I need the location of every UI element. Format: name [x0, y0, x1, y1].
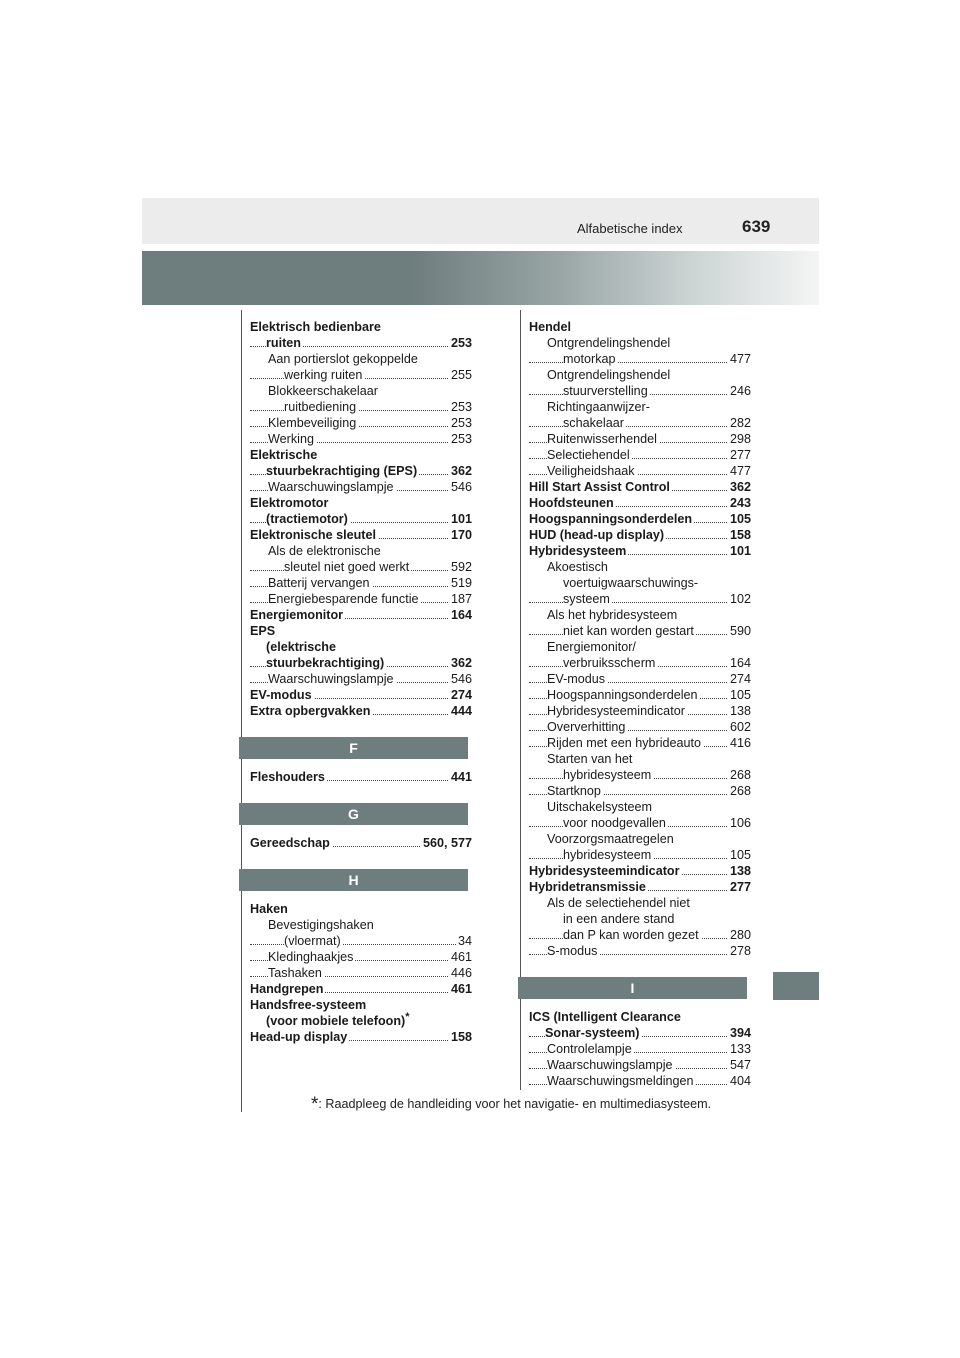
- index-entry: [529, 879, 751, 895]
- index-subentry: [250, 933, 472, 949]
- entry-text: verbruiksscherm: [563, 656, 656, 670]
- entry-text: Hybridetransmissie: [529, 880, 646, 894]
- page-reference: 278: [729, 944, 751, 958]
- page-reference: 416: [729, 736, 751, 750]
- index-subentry: [529, 575, 751, 591]
- section-header-i: I: [518, 977, 747, 999]
- index-entry: [250, 495, 472, 511]
- chapter-side-tab: [773, 972, 819, 1000]
- index-subentry: [529, 911, 751, 927]
- page-reference: 274: [450, 688, 472, 702]
- entry-text: Sonar-systeem): [545, 1026, 640, 1040]
- index-subentry: [529, 671, 751, 687]
- page-reference: 592: [450, 560, 472, 574]
- entry-text: Energiemonitor/: [547, 640, 636, 654]
- index-subentry: [529, 1057, 751, 1073]
- page-reference: 170: [450, 528, 472, 542]
- page-reference: 546: [450, 672, 472, 686]
- index-entry: [529, 1025, 751, 1041]
- entry-text: hybridesysteem: [563, 848, 652, 862]
- index-subentry: [529, 399, 751, 415]
- entry-text: HUD (head-up display): [529, 528, 665, 542]
- index-entry: [529, 495, 751, 511]
- entry-text: niet kan worden gestart: [563, 624, 694, 638]
- index-entry: [250, 639, 472, 655]
- index-entry: [250, 527, 472, 543]
- entry-text: EPS: [250, 624, 276, 638]
- index-subentry: [250, 559, 472, 575]
- index-entry: [250, 769, 472, 785]
- entry-text: Ontgrendelingshendel: [547, 336, 671, 350]
- index-subentry: [529, 639, 751, 655]
- entry-text: ruitbediening: [284, 400, 357, 414]
- page-reference: 255: [450, 368, 472, 382]
- page-reference: 477: [729, 464, 751, 478]
- index-entry: [250, 901, 472, 917]
- index-subentry: [529, 799, 751, 815]
- entry-text: (voor mobiele telefoon): [266, 1014, 406, 1028]
- index-entry: [250, 607, 472, 623]
- index-subentry: [250, 351, 472, 367]
- page-reference: 277: [729, 448, 751, 462]
- index-entry: [529, 543, 751, 559]
- page-reference: 34: [457, 934, 472, 948]
- index-subentry: [529, 687, 751, 703]
- page-reference: 105: [729, 688, 751, 702]
- index-entry: [250, 623, 472, 639]
- page-reference: 280: [729, 928, 751, 942]
- page-reference: 590: [729, 624, 751, 638]
- entry-text: stuurbekrachtiging (EPS): [266, 464, 418, 478]
- page-reference: 253: [450, 400, 472, 414]
- index-entry: [250, 687, 472, 703]
- entry-text: Hendel: [529, 320, 571, 334]
- entry-text: Hoogspanningsonderdelen: [529, 512, 693, 526]
- entry-text: EV-modus: [250, 688, 312, 702]
- index-subentry: [250, 543, 472, 559]
- index-subentry: [529, 591, 751, 607]
- index-subentry: [529, 431, 751, 447]
- page-reference: 546: [450, 480, 472, 494]
- entry-text: Elektrisch bedienbare: [250, 320, 381, 334]
- page-reference: 268: [729, 768, 751, 782]
- index-entry: [529, 863, 751, 879]
- entry-text: (tractiemotor): [266, 512, 348, 526]
- entry-text: stuurverstelling: [563, 384, 648, 398]
- entry-text: (elektrische: [266, 640, 337, 654]
- page-reference: 105: [729, 848, 751, 862]
- entry-text: Klembeveiliging: [268, 416, 357, 430]
- entry-text: Ontgrendelingshendel: [547, 368, 671, 382]
- column-divider: [520, 310, 521, 1090]
- index-subentry: [529, 895, 751, 911]
- entry-text: ruiten: [266, 336, 301, 350]
- page-reference: 277: [729, 880, 751, 894]
- entry-text: Veiligheidshaak: [547, 464, 635, 478]
- index-entry: [529, 527, 751, 543]
- index-entry: [250, 835, 472, 851]
- entry-text: Als de selectiehendel niet: [547, 896, 690, 910]
- section-title: Alfabetische index: [577, 221, 683, 236]
- entry-text: (vloermat): [284, 934, 341, 948]
- page-reference: 164: [450, 608, 472, 622]
- page-reference: 282: [729, 416, 751, 430]
- index-entry: [250, 1029, 472, 1045]
- entry-text: Hoogspanningsonderdelen: [547, 688, 698, 702]
- page-number: 639: [742, 217, 771, 236]
- index-subentry: [529, 463, 751, 479]
- entry-text: Werking: [268, 432, 314, 446]
- page-reference: 602: [729, 720, 751, 734]
- index-entry: [250, 511, 472, 527]
- entry-text: Als het hybridesysteem: [547, 608, 678, 622]
- decorative-gradient-band: [142, 251, 819, 305]
- index-column-left: [250, 319, 472, 1045]
- entry-text: Elektrische: [250, 448, 318, 462]
- entry-text: Haken: [250, 902, 288, 916]
- index-subentry: [250, 965, 472, 981]
- entry-text: Ruitenwisserhendel: [547, 432, 657, 446]
- index-subentry: [529, 831, 751, 847]
- entry-text: Waarschuwingsmeldingen: [547, 1074, 694, 1088]
- entry-text: Energiemonitor: [250, 608, 344, 622]
- page-reference: 246: [729, 384, 751, 398]
- index-subentry: [529, 1041, 751, 1057]
- page-reference: 362: [450, 464, 472, 478]
- entry-text: in een andere stand: [563, 912, 675, 926]
- page-reference: 105: [729, 512, 751, 526]
- entry-text: Handsfree-systeem: [250, 998, 367, 1012]
- index-entry: [250, 997, 472, 1013]
- entry-text: Kledinghaakjes: [268, 950, 354, 964]
- index-subentry: [250, 917, 472, 933]
- index-subentry: [529, 783, 751, 799]
- entry-text: Hybridesysteem: [529, 544, 627, 558]
- index-subentry: [250, 383, 472, 399]
- section-header-h: H: [239, 869, 468, 891]
- entry-text: Gereedschap: [250, 836, 330, 850]
- entry-text: Elektronische sleutel: [250, 528, 376, 542]
- entry-text: Handgrepen: [250, 982, 324, 996]
- entry-text: Energiebesparende functie: [268, 592, 419, 606]
- index-subentry: [529, 719, 751, 735]
- header-band: [142, 198, 819, 244]
- entry-text: Bevestigingshaken: [268, 918, 374, 932]
- entry-text: Als de elektronische: [268, 544, 381, 558]
- page-reference: 441: [450, 770, 472, 784]
- left-margin-rule: [241, 310, 242, 1112]
- index-subentry: [529, 767, 751, 783]
- index-subentry: [529, 383, 751, 399]
- entry-text: Controlelampje: [547, 1042, 632, 1056]
- entry-text: schakelaar: [563, 416, 624, 430]
- entry-text: Blokkeerschakelaar: [268, 384, 378, 398]
- entry-text: Batterij vervangen: [268, 576, 370, 590]
- entry-text: Waarschuwingslampje: [268, 672, 394, 686]
- entry-text: hybridesysteem: [563, 768, 652, 782]
- page-reference: 560, 577: [422, 836, 472, 850]
- entry-text: voor noodgevallen: [563, 816, 666, 830]
- entry-text: ICS (Intelligent Clearance: [529, 1010, 681, 1024]
- page-reference: 404: [729, 1074, 751, 1088]
- entry-text: Elektromotor: [250, 496, 329, 510]
- entry-text: Hybridesysteemindicator: [529, 864, 680, 878]
- page-reference: 164: [729, 656, 751, 670]
- index-entry: [529, 1009, 751, 1025]
- page-reference: 187: [450, 592, 472, 606]
- index-entry: [250, 319, 472, 335]
- index-entry: [529, 479, 751, 495]
- entry-text: systeem: [563, 592, 610, 606]
- entry-text: Uitschakelsysteem: [547, 800, 652, 814]
- page-reference: 268: [729, 784, 751, 798]
- index-subentry: [250, 575, 472, 591]
- index-subentry: [529, 655, 751, 671]
- entry-text: Waarschuwingslampje: [547, 1058, 673, 1072]
- entry-text: sleutel niet goed werkt: [284, 560, 410, 574]
- page-reference: 446: [450, 966, 472, 980]
- index-subentry: [529, 703, 751, 719]
- index-subentry: [250, 367, 472, 383]
- index-subentry: [250, 431, 472, 447]
- page-reference: 461: [450, 982, 472, 996]
- page-reference: 106: [729, 816, 751, 830]
- page-reference: 461: [450, 950, 472, 964]
- entry-text: Oververhitting: [547, 720, 626, 734]
- entry-text: voertuigwaarschuwings-: [563, 576, 699, 590]
- index-subentry: [250, 591, 472, 607]
- page-reference: 253: [450, 336, 472, 350]
- page-reference: 477: [729, 352, 751, 366]
- page-reference: 253: [450, 416, 472, 430]
- entry-text: motorkap: [563, 352, 616, 366]
- index-subentry: [529, 447, 751, 463]
- section-header-f: F: [239, 737, 468, 759]
- entry-text: Fleshouders: [250, 770, 325, 784]
- entry-text: Startknop: [547, 784, 601, 798]
- index-subentry: [250, 479, 472, 495]
- page-reference: 274: [729, 672, 751, 686]
- index-subentry: [529, 335, 751, 351]
- index-subentry: [529, 623, 751, 639]
- entry-text: Hoofdsteunen: [529, 496, 614, 510]
- index-subentry: [529, 735, 751, 751]
- index-subentry: [250, 415, 472, 431]
- entry-text: werking ruiten: [284, 368, 363, 382]
- page-reference: 519: [450, 576, 472, 590]
- entry-text: Akoestisch: [547, 560, 608, 574]
- index-subentry: [529, 607, 751, 623]
- index-column-right: [529, 319, 751, 1089]
- index-entry: [250, 981, 472, 997]
- index-subentry: [250, 949, 472, 965]
- index-entry: [529, 511, 751, 527]
- index-subentry: [529, 1073, 751, 1089]
- entry-text: Voorzorgsmaatregelen: [547, 832, 674, 846]
- page-reference: 101: [450, 512, 472, 526]
- page-reference: 444: [450, 704, 472, 718]
- page-reference: 394: [729, 1026, 751, 1040]
- index-subentry: [529, 847, 751, 863]
- index-subentry: [529, 927, 751, 943]
- index-entry: [529, 319, 751, 335]
- index-subentry: [529, 751, 751, 767]
- entry-text: Extra opbergvakken: [250, 704, 371, 718]
- page-reference: 547: [729, 1058, 751, 1072]
- section-header-g: G: [239, 803, 468, 825]
- page-reference: 133: [729, 1042, 751, 1056]
- page-reference: 253: [450, 432, 472, 446]
- footnote-reference-mark: *: [405, 1010, 410, 1023]
- page-reference: 243: [729, 496, 751, 510]
- index-entry: [250, 1010, 472, 1029]
- page-reference: 298: [729, 432, 751, 446]
- entry-text: dan P kan worden gezet: [563, 928, 699, 942]
- page-reference: 158: [450, 1030, 472, 1044]
- entry-text: Tashaken: [268, 966, 322, 980]
- entry-text: Selectiehendel: [547, 448, 630, 462]
- page-reference: 138: [729, 864, 751, 878]
- index-entry: [250, 703, 472, 719]
- index-subentry: [529, 815, 751, 831]
- index-entry: [250, 335, 472, 351]
- footnote: [311, 1094, 711, 1116]
- entry-text: Starten van het: [547, 752, 633, 766]
- index-subentry: [250, 399, 472, 415]
- footnote-text: : Raadpleeg de handleiding voor het navigatie- en multimediasysteem.: [318, 1097, 712, 1111]
- entry-text: Rijden met een hybrideauto: [547, 736, 702, 750]
- entry-text: Aan portierslot gekoppelde: [268, 352, 418, 366]
- index-subentry: [529, 415, 751, 431]
- index-subentry: [529, 943, 751, 959]
- page-reference: 102: [729, 592, 751, 606]
- index-subentry: [529, 351, 751, 367]
- entry-text: Waarschuwingslampje: [268, 480, 394, 494]
- index-subentry: [250, 671, 472, 687]
- index-entry: [250, 463, 472, 479]
- page-reference: 362: [450, 656, 472, 670]
- index-entry: [250, 447, 472, 463]
- footnote-mark: *: [311, 1094, 319, 1115]
- index-entry: [250, 655, 472, 671]
- entry-text: Hill Start Assist Control: [529, 480, 670, 494]
- entry-text: S-modus: [547, 944, 598, 958]
- entry-text: EV-modus: [547, 672, 606, 686]
- entry-text: Head-up display: [250, 1030, 348, 1044]
- entry-text: Richtingaanwijzer-: [547, 400, 650, 414]
- page-reference: 362: [729, 480, 751, 494]
- entry-text: stuurbekrachtiging): [266, 656, 385, 670]
- page-reference: 101: [729, 544, 751, 558]
- index-subentry: [529, 559, 751, 575]
- page-reference: 138: [729, 704, 751, 718]
- index-subentry: [529, 367, 751, 383]
- entry-text: Hybridesysteemindicator: [547, 704, 685, 718]
- page-reference: 158: [729, 528, 751, 542]
